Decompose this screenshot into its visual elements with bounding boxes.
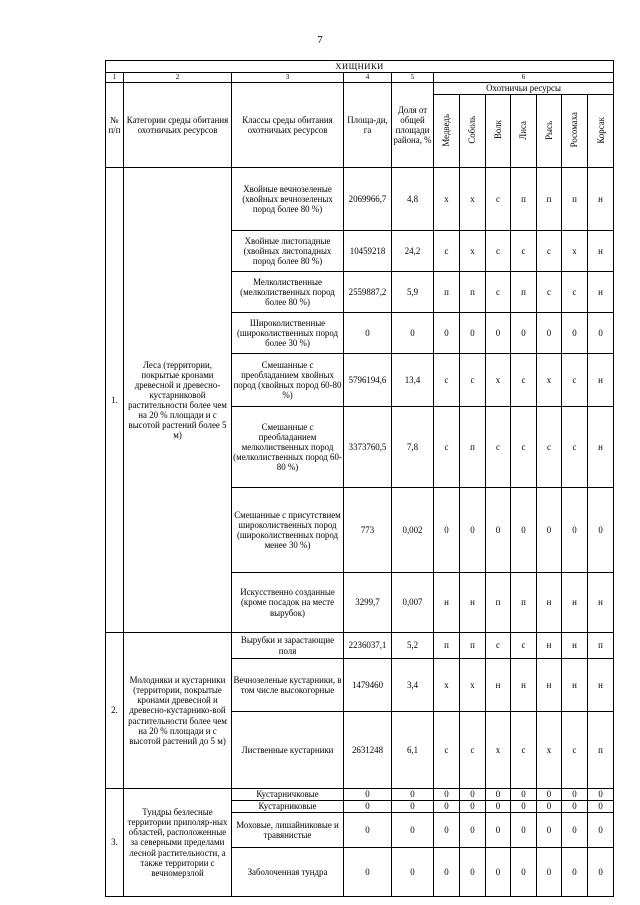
resource-value: н [562,633,588,659]
habitat-class: Заболоченная тундра [232,848,344,897]
share-value: 0 [392,789,434,801]
resource-value: х [537,354,562,407]
resource-value: 0 [434,801,460,813]
share-value: 7,8 [392,407,434,488]
species-name: Росомаха [569,112,580,148]
habitat-class: Вечнозеленые кустарники, в том числе высокогорные [232,659,344,712]
resource-value: 0 [511,789,537,801]
habitat-class: Моховые, лишайниковые и травянистые [232,813,344,848]
resource-value: п [434,272,460,313]
resource-value: 0 [562,313,588,354]
resource-value: п [460,272,486,313]
resource-value: х [434,168,460,231]
resource-value: с [486,633,511,659]
habitat-class: Смешанные с преобладанием хвойных пород (хвойных пород 60-80 %) [232,354,344,407]
resource-value: н [588,407,614,488]
resource-value: с [511,712,537,789]
resource-value: 0 [460,801,486,813]
species-header [511,95,537,168]
resource-value: с [460,354,486,407]
area-value: 5796194,6 [344,354,392,407]
resource-value: н [460,573,486,633]
group-number: 2. [106,633,124,789]
resource-value: х [434,659,460,712]
area-value: 0 [344,813,392,848]
habitat-class: Хвойные листопадные (хвойных листопадных пород более 80 %) [232,231,344,272]
resource-value: с [562,712,588,789]
resource-value: 0 [588,488,614,573]
header-category: Категории среды обитания охотничьих ресурсов [124,83,232,168]
resource-value: 0 [537,848,562,897]
share-value: 0 [392,848,434,897]
resource-value: 0 [588,789,614,801]
resource-value: 0 [511,488,537,573]
resource-value: 0 [588,313,614,354]
resource-value: 0 [511,848,537,897]
habitat-class: Кустарниковые [232,801,344,813]
resource-value: 0 [562,801,588,813]
species-header [434,95,460,168]
resource-value: 0 [562,813,588,848]
resource-value: 0 [486,313,511,354]
resource-value: 0 [511,801,537,813]
resource-value: 0 [588,813,614,848]
area-value: 2631248 [344,712,392,789]
resource-value: с [434,712,460,789]
column-number: 6 [434,73,614,83]
group-category: Тундры безлесные территории приполяр-ных областей, расположенные за северными пределами лесной растительности, а также территории с вечномерзлой [124,789,232,897]
species-header [537,95,562,168]
species-name: Лиса [518,120,529,140]
resource-value: н [434,573,460,633]
resource-value: с [562,272,588,313]
resource-value: 0 [434,848,460,897]
resource-value: п [434,633,460,659]
share-value: 0 [392,813,434,848]
share-value: 0 [392,313,434,354]
resource-value: х [460,659,486,712]
resource-value: п [537,168,562,231]
column-number: 2 [124,73,232,83]
resource-value: 0 [486,488,511,573]
resource-value: п [486,573,511,633]
species-header [562,95,588,168]
area-value: 2236037,1 [344,633,392,659]
resource-value: с [537,407,562,488]
habitat-class: Вырубки и зарастающие поля [232,633,344,659]
resource-value: с [562,354,588,407]
resource-value: 0 [486,789,511,801]
area-value: 0 [344,801,392,813]
area-value: 0 [344,789,392,801]
share-value: 5,9 [392,272,434,313]
resource-value: 0 [486,801,511,813]
share-value: 0 [392,801,434,813]
resource-value: с [460,712,486,789]
resource-value: 0 [537,313,562,354]
resource-value: н [588,272,614,313]
resource-value: 0 [562,789,588,801]
table-row [106,168,614,231]
table-title: ХИЩНИКИ [106,61,614,73]
resource-value: с [537,231,562,272]
header-share: Доля от общей площади района, % [392,83,434,168]
resource-value: п [562,168,588,231]
resource-value: н [537,573,562,633]
resource-value: х [537,712,562,789]
share-value: 5,2 [392,633,434,659]
column-number: 1 [106,73,124,83]
resource-value: п [588,633,614,659]
resource-value: х [460,168,486,231]
resource-value: 0 [537,813,562,848]
resource-value: 0 [460,313,486,354]
share-value: 0,002 [392,488,434,573]
predators-table [105,60,614,897]
resource-value: п [460,407,486,488]
resource-value: 0 [460,813,486,848]
resource-value: 0 [537,488,562,573]
group-number: 3. [106,789,124,897]
species-name: Рысь [543,120,554,140]
resource-value: п [588,712,614,789]
resource-value: п [511,573,537,633]
resource-value: 0 [434,789,460,801]
resource-value: 0 [562,848,588,897]
area-value: 2559887,2 [344,272,392,313]
group-category: Молодняки и кустарники (территории, покрытые кронами древесной и древесно-кустарнико-вой растительности более чем на 20 % площади и с высотой растений до 5 м) [124,633,232,789]
resource-value: с [434,231,460,272]
habitat-class: Лиственные кустарники [232,712,344,789]
area-value: 3299,7 [344,573,392,633]
resource-value: 0 [562,488,588,573]
resource-value: 0 [434,488,460,573]
resource-value: с [537,272,562,313]
resource-value: н [486,659,511,712]
habitat-class: Кустарничковые [232,789,344,801]
area-value: 0 [344,848,392,897]
share-value: 13,4 [392,354,434,407]
resource-value: 0 [588,848,614,897]
resource-value: с [486,231,511,272]
header-area: Площа-ди, га [344,83,392,168]
resource-value: 0 [434,813,460,848]
column-number: 3 [232,73,344,83]
resource-value: 0 [434,313,460,354]
resource-value: н [588,168,614,231]
area-value: 0 [344,313,392,354]
habitat-class: Смешанные с преобладанием мелколиственных пород (мелколиственных пород 60-80 %) [232,407,344,488]
resource-value: н [537,633,562,659]
resource-value: с [562,407,588,488]
species-header [588,95,614,168]
resource-value: с [511,231,537,272]
resource-value: 0 [486,848,511,897]
resource-value: 0 [537,789,562,801]
resource-value: 0 [588,801,614,813]
resource-value: п [511,272,537,313]
resource-value: х [486,712,511,789]
area-value: 3373760,5 [344,407,392,488]
resource-value: с [511,407,537,488]
species-name: Волк [492,120,503,140]
resource-value: с [434,354,460,407]
resource-value: 0 [460,789,486,801]
resource-value: 0 [537,801,562,813]
resource-value: с [486,407,511,488]
column-number: 5 [392,73,434,83]
habitat-class: Смешанные с присутствием широколиственных пород (широколиственных пород менее 30 %) [232,488,344,573]
resource-value: н [562,659,588,712]
page-number: 7 [317,34,323,46]
resource-value: х [460,231,486,272]
resource-value: 0 [511,813,537,848]
habitat-class: Широколиственные (широколиственных пород более 30 %) [232,313,344,354]
resource-value: н [588,231,614,272]
resource-value: х [562,231,588,272]
share-value: 3,4 [392,659,434,712]
column-number-row [106,73,614,83]
resource-value: п [460,633,486,659]
resource-value: н [562,573,588,633]
resource-value: п [511,168,537,231]
header-resources: Охотничьи ресурсы [434,83,614,95]
species-name: Соболь [467,116,478,144]
table-row [106,789,614,801]
header-num: № п/п [106,83,124,168]
species-header [486,95,511,168]
share-value: 6,1 [392,712,434,789]
column-number: 4 [344,73,392,83]
resource-value: с [486,272,511,313]
area-value: 10459218 [344,231,392,272]
resource-value: с [486,168,511,231]
area-value: 1479460 [344,659,392,712]
species-header [460,95,486,168]
resource-value: н [537,659,562,712]
area-value: 773 [344,488,392,573]
resource-value: 0 [460,488,486,573]
resource-value: 0 [511,313,537,354]
group-number: 1. [106,168,124,633]
resource-value: с [434,407,460,488]
share-value: 0,007 [392,573,434,633]
resource-value: н [588,659,614,712]
resource-value: х [486,354,511,407]
share-value: 4,8 [392,168,434,231]
table-row [106,633,614,659]
resource-value: н [588,354,614,407]
habitat-class: Искусственно созданные (кроме посадок на месте вырубок) [232,573,344,633]
resource-value: н [588,573,614,633]
share-value: 24,2 [392,231,434,272]
resource-value: 0 [486,813,511,848]
area-value: 2069966,7 [344,168,392,231]
header-class: Классы среды обитания охотничьих ресурсов [232,83,344,168]
habitat-class: Мелколиственные (мелколиственных пород более 80 %) [232,272,344,313]
species-name: Корсак [595,116,606,144]
group-category: Леса (территории, покрытые кронами древесной и древесно-кустарниковой растительности более чем на 20 % площади и с высотой растений более 5 м) [124,168,232,633]
resource-value: с [511,633,537,659]
resource-value: н [511,659,537,712]
habitat-class: Хвойные вечнозеленые (хвойных вечнозеленых пород более 80 %) [232,168,344,231]
resource-value: с [511,354,537,407]
species-name: Медведь [441,113,452,147]
resource-value: 0 [460,848,486,897]
